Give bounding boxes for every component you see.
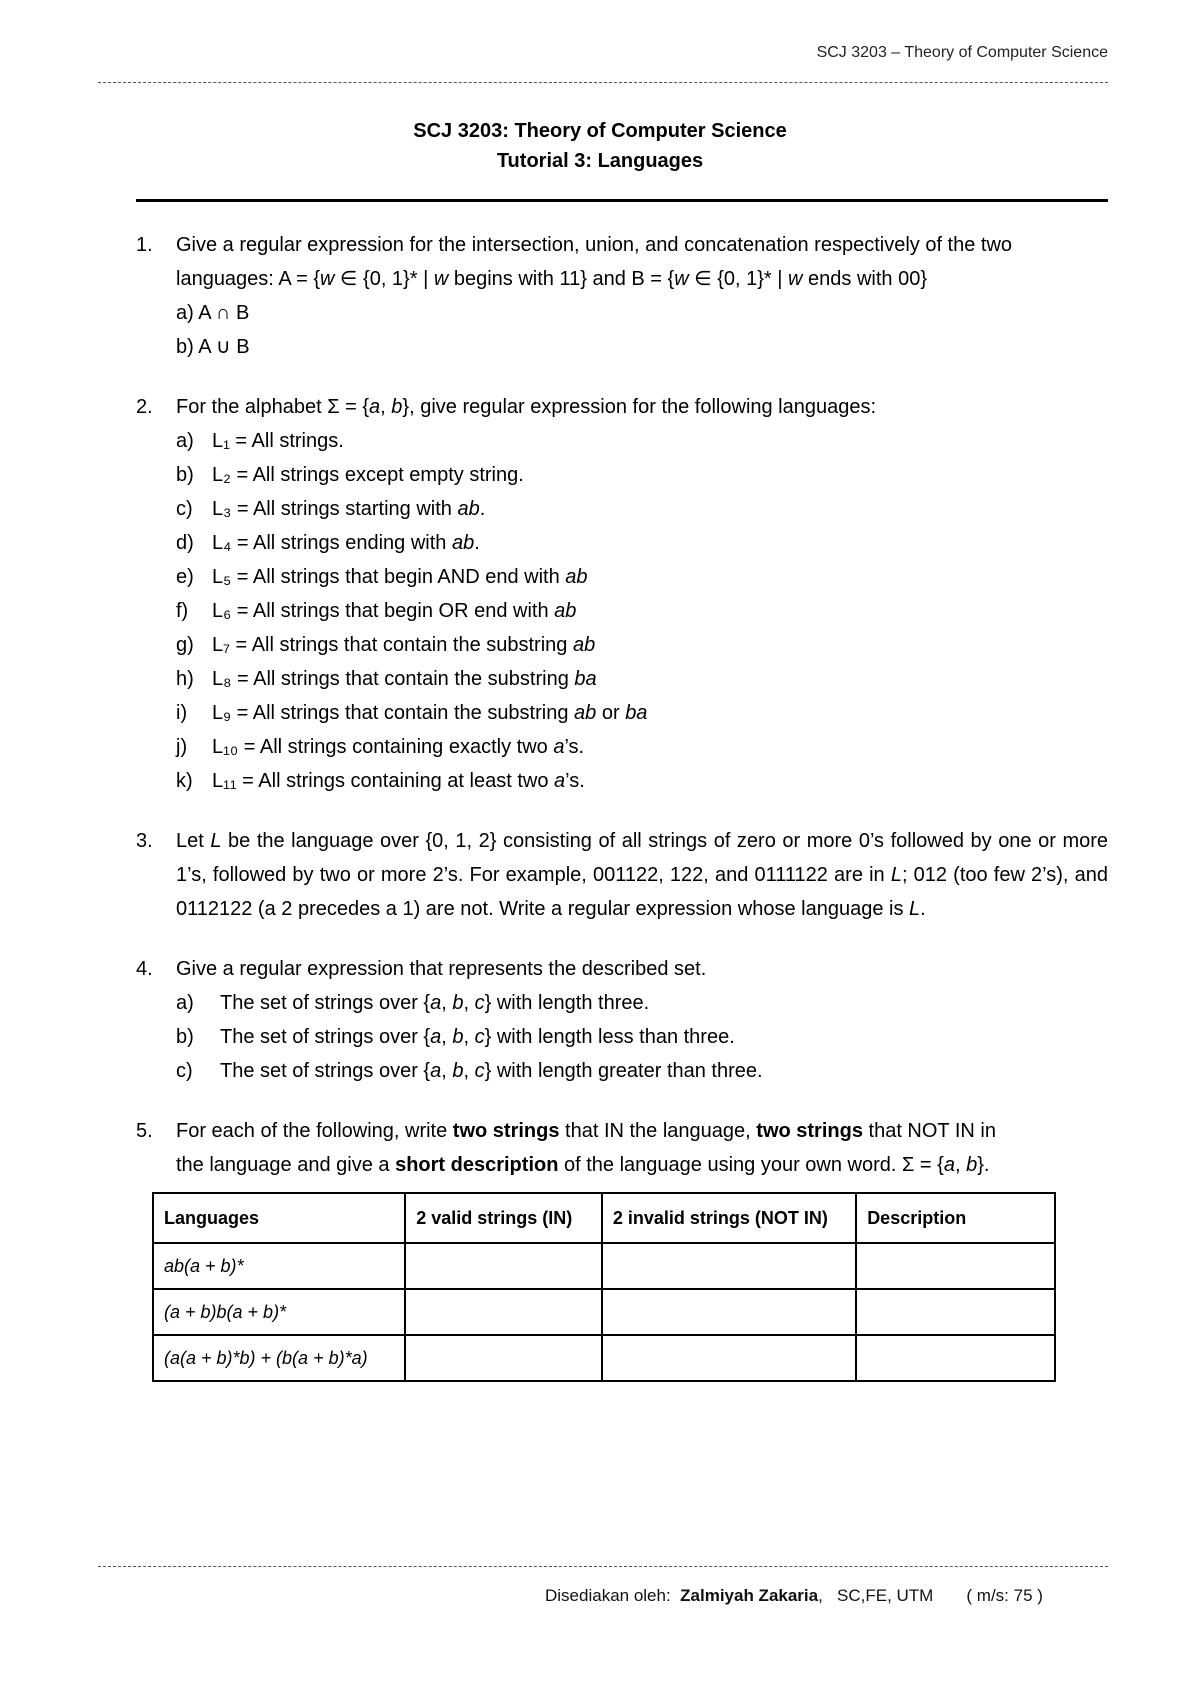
question-body	[176, 1114, 1108, 1182]
valid-strings-cell[interactable]	[405, 1335, 602, 1381]
description-cell[interactable]	[856, 1289, 1055, 1335]
sub-question-b: b) A ∪ B	[176, 336, 250, 358]
invalid-strings-cell[interactable]	[602, 1289, 856, 1335]
question-4	[136, 952, 1108, 1088]
question-body	[176, 390, 1108, 798]
column-header: Description	[856, 1193, 1055, 1243]
question-text: Let L be the language over {0, 1, 2} consisting of all strings of zero or more 0’s followed by one or more 1’s, followed by two or more 2’s. For example, 001122, 122, and 0111122 are in L; 012 (too few 2’s), and 0112122 (a 2 precedes a 1) are not. Write a regular expression whose language is L.	[176, 830, 1109, 920]
language-cell: (a + b)b(a + b)*	[153, 1289, 405, 1335]
question-2	[136, 390, 1108, 798]
list-item: a) L₁ = All strings.	[176, 430, 344, 452]
table-row	[153, 1289, 1055, 1335]
list-item: i) L₉ = All strings that contain the substring ab or ba	[176, 702, 648, 724]
list-item: b) L₂ = All strings except empty string.	[176, 464, 524, 486]
list-item: g) L₇ = All strings that contain the substring ab	[176, 634, 596, 656]
question-5	[136, 1114, 1108, 1182]
question-number: 2.	[136, 396, 153, 418]
description-cell[interactable]	[856, 1335, 1055, 1381]
tutorial-content	[136, 228, 1108, 1382]
question-text: the language and give a short description of the language using your own word. Σ = {a, b}.	[176, 1154, 990, 1176]
column-header: 2 invalid strings (NOT IN)	[602, 1193, 856, 1243]
list-item: c) L₃ = All strings starting with ab.	[176, 498, 486, 520]
description-cell[interactable]	[856, 1243, 1055, 1289]
question-body	[176, 228, 1108, 364]
question-text: Give a regular expression for the intersection, union, and concatenation respectively of the two	[176, 234, 1013, 256]
question-number: 4.	[136, 958, 153, 980]
sub-question-a: a) A ∩ B	[176, 302, 250, 324]
table-row	[153, 1335, 1055, 1381]
question-1	[136, 228, 1108, 364]
question-number: 3.	[136, 830, 153, 852]
title-block	[0, 116, 1200, 176]
table-row	[153, 1243, 1055, 1289]
column-header: 2 valid strings (IN)	[405, 1193, 602, 1243]
question-text: languages: A = {w ∈ {0, 1}* | w begins with 11} and B = {w ∈ {0, 1}* | w ends with 00}	[176, 268, 928, 290]
list-item: b) The set of strings over {a, b, c} with length less than three.	[176, 1026, 735, 1048]
languages-table	[152, 1192, 1056, 1382]
language-cell: (a(a + b)*b) + (b(a + b)*a)	[153, 1335, 405, 1381]
valid-strings-cell[interactable]	[405, 1289, 602, 1335]
question-number: 5.	[136, 1120, 153, 1142]
author-name: Zalmiyah Zakaria	[680, 1586, 819, 1605]
list-item: e) L₅ = All strings that begin AND end with ab	[176, 566, 588, 588]
question-text: For each of the following, write two strings that IN the language, two strings that NOT IN in	[176, 1120, 996, 1142]
question-text: For the alphabet Σ = {a, b}, give regular expression for the following languages:	[176, 396, 877, 418]
page-subtitle: Tutorial 3: Languages	[496, 150, 704, 172]
invalid-strings-cell[interactable]	[602, 1243, 856, 1289]
footer-divider	[98, 1566, 1108, 1567]
question-body	[176, 952, 1108, 1088]
list-item: f) L₆ = All strings that begin OR end with ab	[176, 600, 577, 622]
valid-strings-cell[interactable]	[405, 1243, 602, 1289]
list-item: a) The set of strings over {a, b, c} with length three.	[176, 992, 650, 1014]
list-item: k) L₁₁ = All strings containing at least two a’s.	[176, 770, 585, 792]
table-header-row	[153, 1193, 1055, 1243]
list-item: h) L₈ = All strings that contain the substring ba	[176, 668, 597, 690]
list-item: c) The set of strings over {a, b, c} with length greater than three.	[176, 1060, 763, 1082]
running-header: SCJ 3203 – Theory of Computer Science	[816, 44, 1108, 61]
page-title: SCJ 3203: Theory of Computer Science	[413, 120, 787, 142]
list-item: j) L₁₀ = All strings containing exactly two a’s.	[176, 736, 585, 758]
question-3	[136, 824, 1108, 926]
question-number: 1.	[136, 234, 153, 256]
list-item: d) L₄ = All strings ending with ab.	[176, 532, 480, 554]
language-cell: ab(a + b)*	[153, 1243, 405, 1289]
question-text: Give a regular expression that represents the described set.	[176, 958, 707, 980]
invalid-strings-cell[interactable]	[602, 1335, 856, 1381]
title-rule	[136, 199, 1108, 202]
column-header: Languages	[153, 1193, 405, 1243]
header-divider	[98, 82, 1108, 83]
footer: Disediakan oleh: Zalmiyah Zakaria, SC,FE, UTM ( m/s: 75 )	[545, 1586, 1043, 1605]
